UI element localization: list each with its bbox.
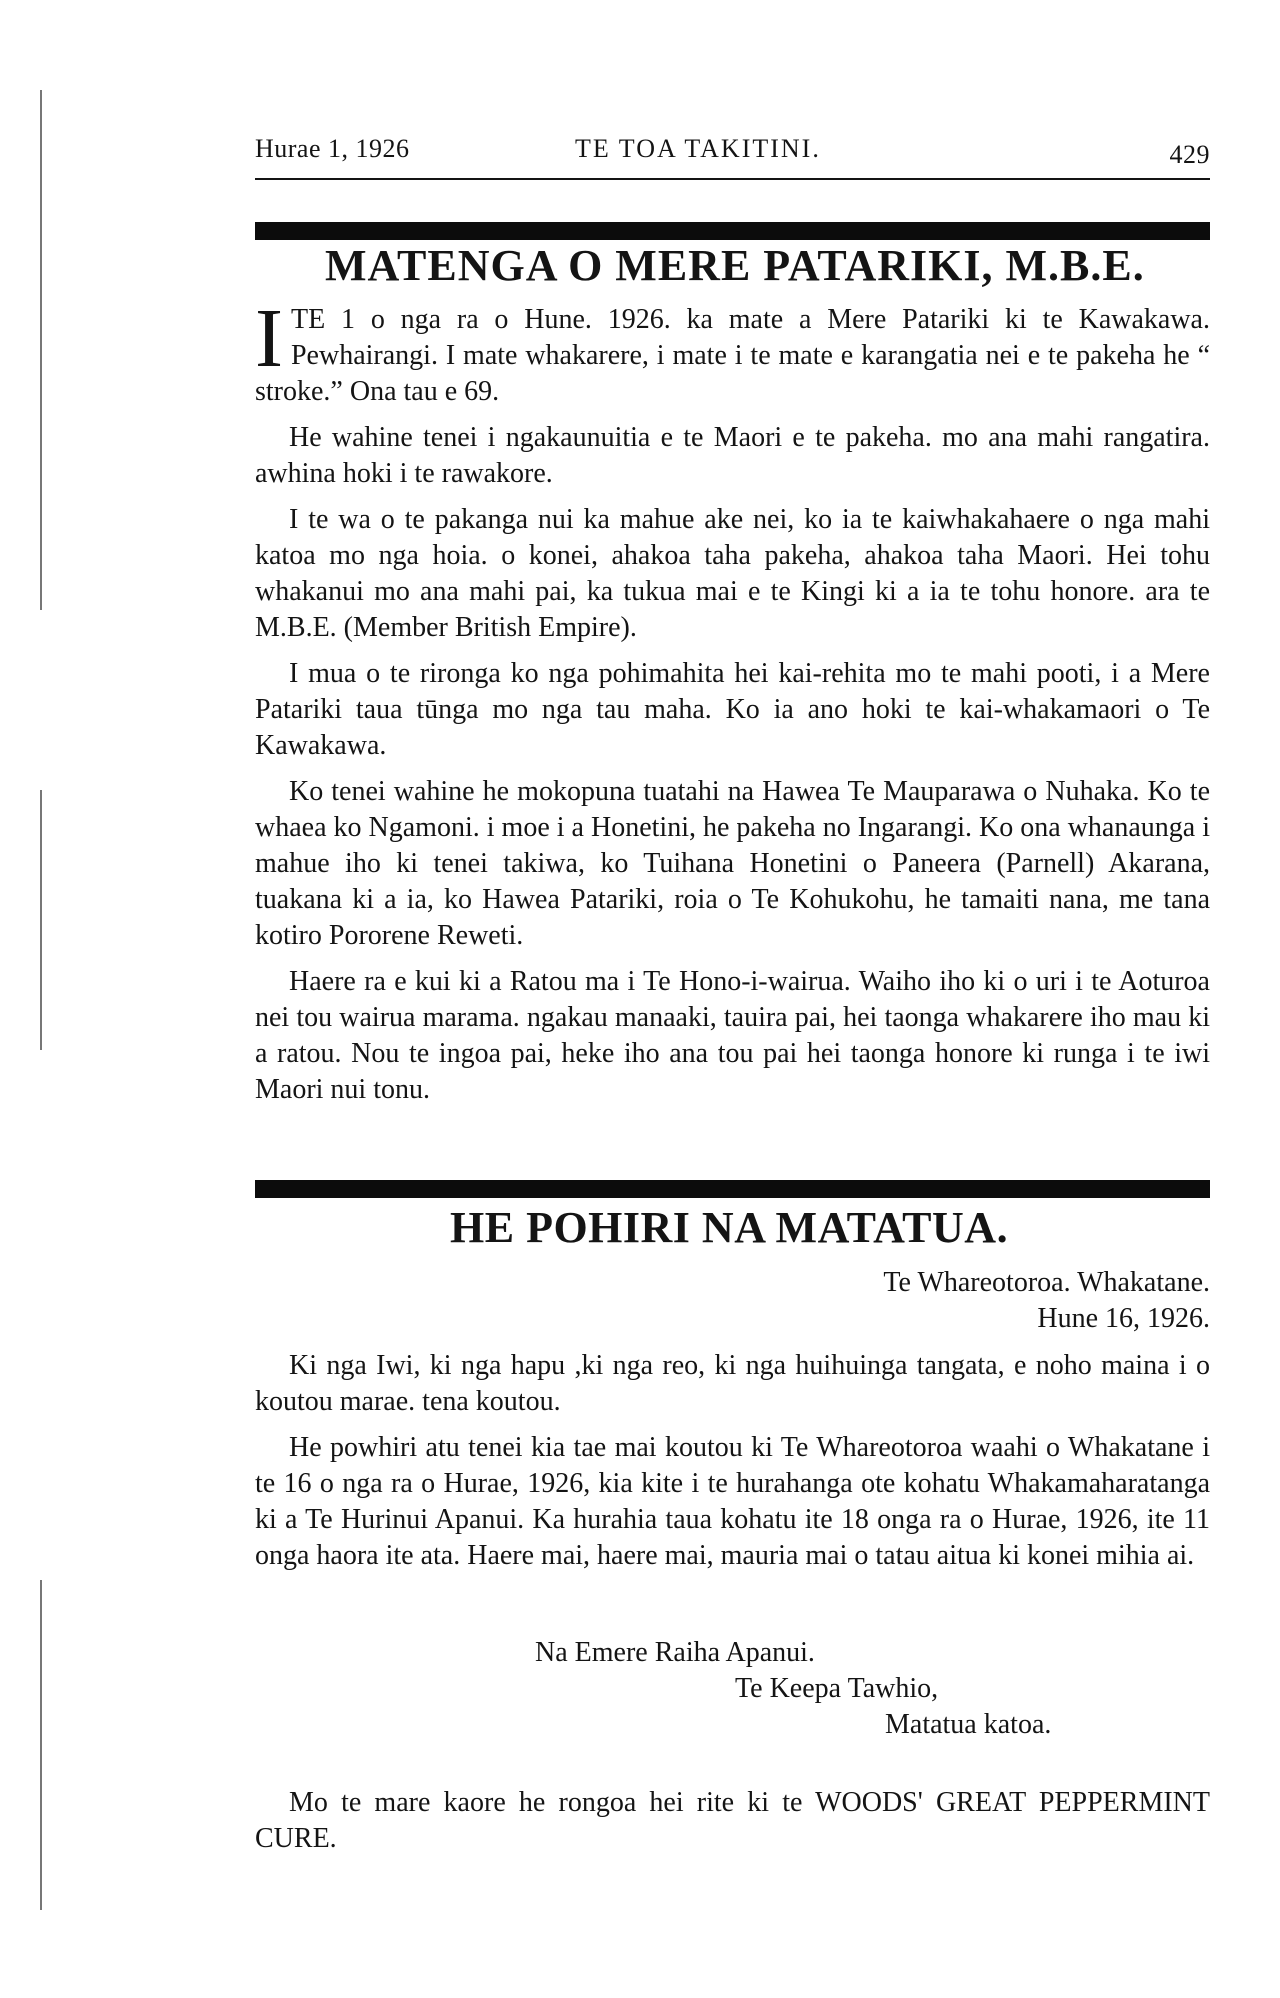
signature-line: Na Emere Raiha Apanui. <box>535 1637 815 1668</box>
article-paragraph: Ko tenei wahine he mokopuna tuatahi na Hawea Te Mauparawa o Nuhaka. Ko te whaea ko Ngamoni. i moe i a Honetini, he pakeha no Ingarangi. Ko ona whanaunga i mahue iho ki tenei takiwa, ko Tuihana Honetini o Paneera (Parnell) Akarana, tuakana ki a ia, ko Hawea Patariki, roia o Te Kohukohu, he tamaiti nana, me tana kotiro Pororene Reweti. <box>255 776 1210 951</box>
article-title: HE POHIRI NA MATATUA. <box>450 1203 1009 1252</box>
scan-edge-mark <box>40 1580 42 1910</box>
dateline-date: Hune 16, 1926. <box>1037 1303 1210 1334</box>
invitation-dateline <box>255 1265 1210 1337</box>
publication-title: TE TOA TAKITINI. <box>575 134 821 163</box>
running-header <box>255 128 1210 168</box>
article-paragraph: I mua o te rironga ko nga pohimahita hei kai-rehita mo te mahi pooti, i a Mere Patariki taua tūnga mo nga tau maha. Ko ia ano hoki te kai-whakamaori o Te Kawakawa. <box>255 658 1210 761</box>
page-number: 429 <box>1169 140 1210 169</box>
article-paragraph: Haere ra e kui ki a Ratou ma i Te Hono-i-wairua. Waiho iho ki o uri i te Aoturoa nei tou wairua marama. ngakau manaaki, tauira pai, hei taonga whakarere iho mau ki a ratou. Nou te ingoa pai, heke iho ana tou pai hei taonga honore ki runga i te iwi Maori nui tonu. <box>255 966 1210 1105</box>
invitation-body <box>255 1348 1210 1584</box>
article-body <box>255 292 1210 1118</box>
article-paragraph: I te wa o te pakanga nui ka mahue ake nei, ko ia te kaiwhakahaere o nga mahi katoa mo nga hoia. o konei, ahakoa taha pakeha, ahakoa taha Maori. Hei tohu whakanui mo ana mahi pai, ka tukua mai e te Kingi ki a ia te tohu honore. ara te M.B.E. (Member British Empire). <box>255 504 1210 643</box>
signature-line: Matatua katoa. <box>885 1709 1052 1740</box>
signature-line: Te Keepa Tawhio, <box>735 1673 939 1704</box>
dateline-place: Te Whareotoroa. Whakatane. <box>883 1267 1210 1298</box>
header-date: Hurae 1, 1926 <box>255 134 410 163</box>
section-divider-bar <box>255 1180 1210 1198</box>
advertisement-text: Mo te mare kaore he rongoa hei rite ki te WOODS' GREAT PEPPERMINT CURE. <box>255 1787 1210 1854</box>
advertisement <box>255 1785 1210 1857</box>
article-title: MATENGA O MERE PATARIKI, M.B.E. <box>325 241 1145 290</box>
article-paragraph: ITE 1 o nga ra o Hune. 1926. ka mate a Mere Patariki ki te Kawakawa. Pewhairangi. I mate whakarere, i mate i te mate e karangatia nei e te pakeha he “ stroke.” Ona tau e 69. <box>255 292 1210 407</box>
drop-cap: I <box>255 292 283 385</box>
section-divider-bar <box>255 222 1210 240</box>
invitation-paragraph: Ki nga Iwi, ki nga hapu ,ki nga reo, ki nga huihuinga tangata, e noho maina i o koutou marae. tena koutou. <box>255 1350 1210 1417</box>
article-paragraph: He wahine tenei i ngakaunuitia e te Maori e te pakeha. mo ana mahi rangatira. awhina hoki i te rawakore. <box>255 422 1210 489</box>
invitation-paragraph: He powhiri atu tenei kia tae mai koutou ki Te Whareotoroa waahi o Whakatane i te 16 o nga ra o Hurae, 1926, kia kite i te hurahanga ote kohatu Whakamaharatanga ki a Te Hurinui Apanui. Ka hurahia taua kohatu ite 18 onga ra o Hurae, 1926, ite 11 onga haora ite ata. Haere mai, haere mai, mauria mai o tatau aitua ki konei mihia ai. <box>255 1432 1210 1571</box>
scan-edge-mark <box>40 90 42 610</box>
newspaper-page <box>255 0 1210 1998</box>
scan-edge-mark <box>40 790 42 1050</box>
header-rule <box>255 178 1210 180</box>
